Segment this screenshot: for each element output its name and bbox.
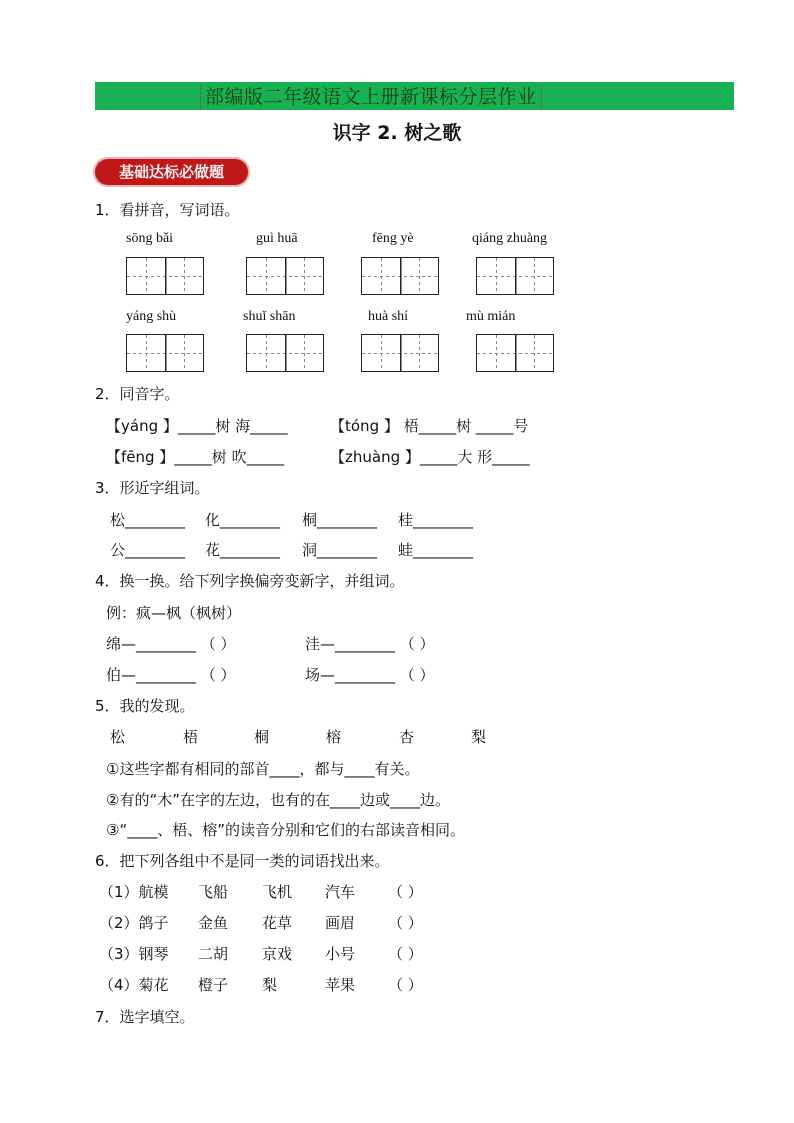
q3-item: 蛙________ <box>398 541 474 559</box>
q6-cell: （ ） <box>388 883 423 901</box>
q4-item: 绵—________ （ ） <box>106 635 236 653</box>
q6-cell: （3）钢琴 <box>99 945 169 963</box>
q4-item: 伯—________ （ ） <box>106 666 236 684</box>
q6-cell: 金鱼 <box>198 914 229 932</box>
q5-item-3: ③“____、梧、榕”的读音分别和它们的右部读音相同。 <box>106 821 465 839</box>
q6-cell: （ ） <box>388 945 423 963</box>
q6-cell: （1）航模 <box>99 883 169 901</box>
q3-item: 洞________ <box>302 541 378 559</box>
q2-row2-left: 【fēng 】_____树 吹_____ <box>106 448 285 466</box>
q3-item: 公________ <box>110 541 186 559</box>
page-title: 识字 2. 树之歌 <box>332 122 462 144</box>
pinyin-6: shuǐ shān <box>243 309 296 324</box>
q5-char: 杏 <box>399 728 415 746</box>
q6-prompt: 6．把下列各组中不是同一类的词语找出来。 <box>95 852 390 870</box>
writing-grid-1[interactable] <box>126 257 204 295</box>
pinyin-4: qiáng zhuàng <box>472 231 548 246</box>
q6-cell: （ ） <box>388 914 423 932</box>
q6-cell: 二胡 <box>198 945 229 963</box>
q6-cell: （2）鸽子 <box>99 914 169 932</box>
q3-item: 桂________ <box>398 511 474 529</box>
q4-item: 场—________ （ ） <box>305 666 435 684</box>
q2-row2-right: 【zhuàng 】_____大 形_____ <box>330 448 530 466</box>
writing-grid-2[interactable] <box>246 257 324 295</box>
writing-grid-3[interactable] <box>361 257 439 295</box>
q5-item-1: ①这些字都有相同的部首____，都与____有关。 <box>106 760 420 778</box>
writing-grid-5[interactable] <box>126 334 204 372</box>
section-badge: 基础达标必做题 <box>95 159 248 185</box>
pinyin-2: guì huā <box>256 231 298 246</box>
q2-row1-left: 【yáng 】_____树 海_____ <box>106 417 288 435</box>
q3-item: 桐________ <box>302 511 378 529</box>
q5-item-2: ②有的“木”在字的左边，也有的在____边或____边。 <box>106 791 450 809</box>
q7-prompt: 7．选字填空。 <box>95 1008 195 1026</box>
q5-prompt: 5．我的发现。 <box>95 697 195 715</box>
q5-char: 松 <box>110 728 126 746</box>
q6-cell: 梨 <box>262 976 278 994</box>
q4-prompt: 4．换一换。给下列字换偏旁变新字，并组词。 <box>95 572 405 590</box>
q2-row1-right: 【tóng 】 梧_____树 _____号 <box>330 417 529 435</box>
q4-item: 洼—________ （ ） <box>305 635 435 653</box>
q3-item: 花________ <box>205 541 281 559</box>
q6-cell: 画眉 <box>325 914 356 932</box>
writing-grid-8[interactable] <box>476 334 554 372</box>
q3-prompt: 3．形近字组词。 <box>95 479 210 497</box>
writing-grid-7[interactable] <box>361 334 439 372</box>
q1-prompt: 1．看拼音，写词语。 <box>95 201 240 219</box>
q5-char: 桐 <box>254 728 270 746</box>
q6-cell: 飞船 <box>198 883 229 901</box>
q5-char: 梧 <box>183 728 199 746</box>
q6-cell: 京戏 <box>262 945 293 963</box>
banner-title: 部编版二年级语文上册新课标分层作业 <box>200 85 542 109</box>
writing-grid-6[interactable] <box>246 334 324 372</box>
writing-grid-4[interactable] <box>476 257 554 295</box>
pinyin-8: mù mián <box>466 309 516 324</box>
q3-item: 化________ <box>205 511 281 529</box>
q2-prompt: 2．同音字。 <box>95 385 180 403</box>
q6-cell: 小号 <box>325 945 356 963</box>
q4-example: 例：疯—枫（枫树） <box>106 604 242 622</box>
q6-cell: 苹果 <box>325 976 356 994</box>
q6-cell: 花草 <box>262 914 293 932</box>
q5-char: 梨 <box>471 728 487 746</box>
q6-cell: 飞机 <box>262 883 293 901</box>
pinyin-1: sōng bǎi <box>126 231 174 246</box>
pinyin-7: huà shí <box>368 309 409 324</box>
q5-char: 榕 <box>326 728 342 746</box>
q6-cell: 汽车 <box>325 883 356 901</box>
q6-cell: （4）菊花 <box>99 976 169 994</box>
pinyin-5: yáng shù <box>126 309 177 324</box>
pinyin-3: fēng yè <box>372 231 414 246</box>
q6-cell: 橙子 <box>198 976 229 994</box>
q3-item: 松________ <box>110 511 186 529</box>
q6-cell: （ ） <box>388 976 423 994</box>
